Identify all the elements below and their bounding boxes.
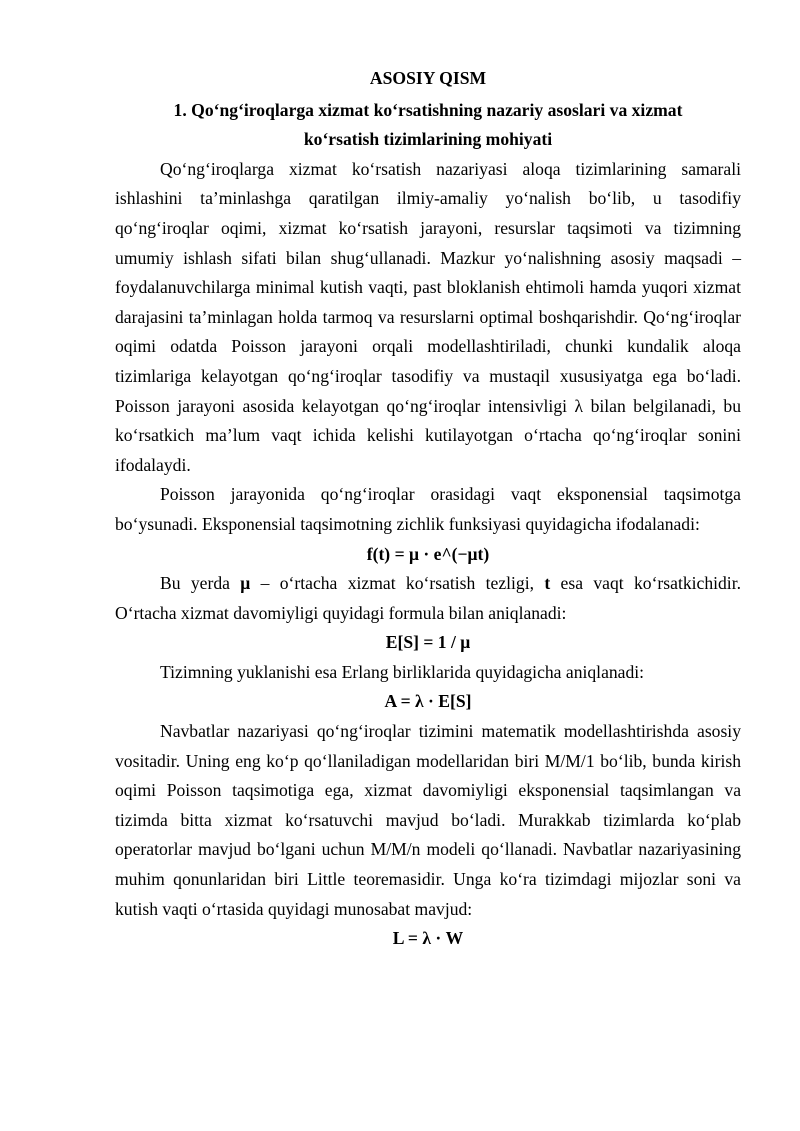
main-heading: ASOSIY QISM bbox=[369, 68, 487, 88]
definitions-text-b: – o‘rtacha xizmat ko‘rsatish tezligi, bbox=[250, 573, 545, 594]
paragraph-intro: Qo‘ng‘iroqlarga xizmat ko‘rsatish nazariyasi aloqa tizimlarining samarali ishlashini ta’minlashga qaratilgan ilmiy-amaliy yo‘nalish bo‘lib, u tasodifiy qo‘ng‘iroqlar oqimi, xizmat ko‘rsatish jarayoni, resurslar taqsimoti va tizimning umumiy ishlash sifati bilan shug‘ullanadi. Mazkur yo‘nalishning asosiy maqsadi – foydalanuvchilarga minimal kutish vaqti, past bloklanish ehtimoli hamda yuqori xizmat darajasini ta’minlagan holda tarmoq va resurslarni optimal boshqarishdir. Qo‘ng‘iroqlar oqimi odatda Poisson jarayoni orqali modellashtiriladi, chunki kundalik aloqa tizimlariga kelayotgan qo‘ng‘iroqlar tasodifiy va mustaqil xususiyatga ega bo‘ladi. Poisson jarayoni asosida kelayotgan qo‘ng‘iroqlar intensivligi λ bilan belgilanadi, bu ko‘rsatkich ma’lum vaqt ichida kelishi kutilayotgan o‘rtacha qo‘ng‘iroqlar sonini ifodalaydi. bbox=[115, 158, 741, 475]
formula-mean-service: E[S] = 1 / μ bbox=[385, 632, 471, 653]
formula-load: A = λ · E[S] bbox=[384, 691, 472, 712]
paragraph-queueing: Navbatlar nazariyasi qo‘ng‘iroqlar tizimini matematik modellashtirishda asosiy vositadir. Uning eng ko‘p qo‘llaniladigan modellaridan biri M/M/1 bo‘lib, bunda kirish oqimi Poisson taqsimotiga ega, xizmat davomiyligi eksponensial taqsimlangan va tizimda bitta xizmat ko‘rsatuvchi mavjud bo‘ladi. Murakkab tizimlarda ko‘plab operatorlar mavjud bo‘lgani uchun M/M/n modeli qo‘llanadi. Navbatlar nazariyasining muhim qonunlaridan biri Little teoremasidir. Unga ko‘ra tizimdagi mijozlar soni va kutish vaqti o‘rtasida quyidagi munosabat mavjud: bbox=[115, 721, 741, 919]
definitions-text-a: Bu yerda bbox=[160, 573, 241, 594]
formula-little: L = λ · W bbox=[392, 928, 464, 949]
definitions-text-c: esa vaqt ko‘rsatkichidir. O‘rtacha xizmat davomiyligi quyidagi formula bilan aniqlanadi: bbox=[115, 573, 741, 623]
paragraph-load: Tizimning yuklanishi esa Erlang birliklarida quyidagicha aniqlanadi: bbox=[160, 661, 645, 682]
paragraph-definitions bbox=[115, 569, 741, 628]
symbol-t: t bbox=[544, 573, 551, 594]
symbol-mu: μ bbox=[240, 573, 251, 594]
paragraph-poisson: Poisson jarayonida qo‘ng‘iroqlar orasidagi vaqt eksponensial taqsimotga bo‘ysunadi. Eksponensial taqsimotning zichlik funksiyasi quyidagicha ifodalanadi: bbox=[115, 484, 741, 534]
document-page bbox=[115, 64, 741, 954]
section-title-line-1: 1. Qo‘ng‘iroqlarga xizmat ko‘rsatishning nazariy asoslari va xizmat bbox=[173, 99, 683, 120]
section-title-line-2: ko‘rsatish tizimlarining mohiyati bbox=[303, 129, 553, 150]
formula-density: f(t) = μ · e^(−μt) bbox=[366, 543, 490, 564]
